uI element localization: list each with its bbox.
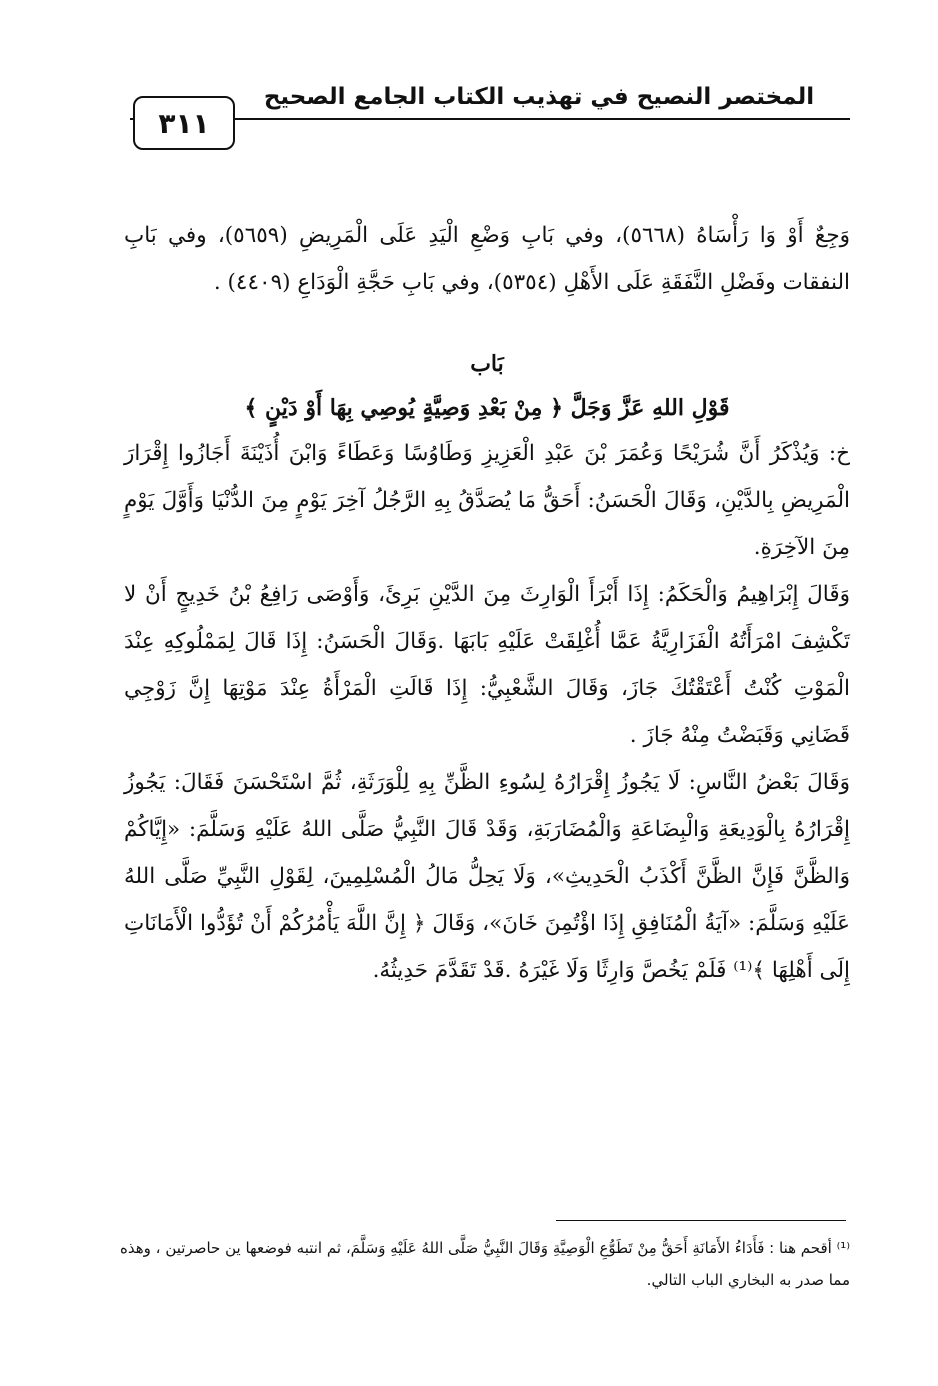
footnote: ⁽¹⁾ أقحم هنا : فَأَدَاءُ الأَمَانَةِ أَحَقُّ مِنْ تَطَوُّعِ الْوَصِيَّةِ وَقَالَ النَّبِيُّ صَلَّى اللهُ عَلَيْهِ وَسَلَّمَ، ثم انتبه فوضعها ين حاصرتين ، وهذه مما صدر به البخاري الباب التالي. xyxy=(120,1239,850,1289)
body-paragraph: وَقَالَ بَعْضُ النَّاسِ: لَا يَجُوزُ إِقْرَارُهُ لِسُوءِ الظَّنِّ بِهِ لِلْوَرَثَةِ، ثُمَّ اسْتَحْسَنَ فَقَالَ: يَجُوزُ إِقْرَارُهُ بِالْوَدِيعَةِ وَالْبِضَاعَةِ وَالْمُضَارَبَةِ، وَقَدْ قَالَ النَّبِيُّ صَلَّى اللهُ عَلَيْهِ وَسَلَّمَ: «إِيَّاكُمْ وَالظَّنَّ فَإِنَّ الظَّنَّ أَكْذَبُ الْحَدِيثِ»، وَلَا يَحِلُّ مَالُ الْمُسْلِمِينَ، لِقَوْلِ النَّبِيِّ صَلَّى اللهُ عَلَيْهِ وَسَلَّمَ: «آيَةُ الْمُنَافِقِ إِذَا اؤْتُمِنَ خَانَ»، وَقَالَ ﴿ إِنَّ اللَّهَ يَأْمُرُكُمْ أَنْ تُؤَدُّوا الْأَمَانَاتِ إِلَى أَهْلِهَا ﴾⁽¹⁾ فَلَمْ يَخُصَّ وَارِثًا وَلَا غَيْرَهُ .قَدْ تَقَدَّمَ حَدِيثُهُ. xyxy=(124,770,850,983)
header-rule xyxy=(130,118,850,120)
intro-paragraph: وَجِعٌ أَوْ وَا رَأْسَاهُ (٥٦٦٨)، وفي بَابِ وَضْعِ الْيَدِ عَلَى الْمَرِيضِ (٥٦٥٩)، وفي بَابِ النفقات وفَضْلِ النَّفَقَةِ عَلَى الأَهْلِ (٥٣٥٤)، وفي بَابِ حَجَّةِ الْوَدَاعِ (٤٤٠٩) . xyxy=(124,223,850,295)
page-number-box xyxy=(133,96,235,150)
chapter-heading: قَوْلِ اللهِ عَزَّ وَجَلَّ ﴿ مِنْ بَعْدِ وَصِيَّةٍ يُوصِي بِهَا أَوْ دَيْنٍ ﴾ xyxy=(244,395,730,421)
footnote-rule xyxy=(556,1220,846,1221)
body-paragraph: وَقَالَ إِبْرَاهِيمُ وَالْحَكَمُ: إِذَا أَبْرَأَ الْوَارِثَ مِنَ الدَّيْنِ بَرِئَ، وَأَوْصَى رَافِعُ بْنُ خَدِيجٍ أَنْ لا تَكْشِفَ امْرَأَتُهُ الْفَزَارِيَّةُ عَمَّا أُغْلِقَتْ عَلَيْهِ بَابَهَا .وَقَالَ الْحَسَنُ: إِذَا قَالَ لِمَمْلُوكِهِ عِنْدَ الْمَوْتِ كُنْتُ أَعْتَقْتُكَ جَازَ، وَقَالَ الشَّعْبِيُّ: إِذَا قَالَتِ الْمَرْأَةُ عِنْدَ مَوْتِهَا إِنَّ زَوْجِي قَضَانِي وَقَبَضْتُ مِنْهُ جَازَ . xyxy=(124,582,850,748)
bab-label: بَاب xyxy=(470,351,504,377)
main-text xyxy=(124,212,850,994)
running-title: المختصر النصيح في تهذيب الكتاب الجامع الصحيح xyxy=(263,84,815,110)
body-paragraph: خ: وَيُذْكَرُ أَنَّ شُرَيْحًا وَعُمَرَ بْنَ عَبْدِ الْعَزِيزِ وَطَاوُسًا وَعَطَاءً وَابْنَ أُذَيْنَةَ أَجَازُوا إِقْرَارَ الْمَرِيضِ بِالدَّيْنِ، وَقَالَ الْحَسَنُ: أَحَقُّ مَا يُصَدَّقُ بِهِ الرَّجُلُ آخِرَ يَوْمٍ مِنَ الدُّنْيَا وَأَوَّلَ يَوْمٍ مِنَ الآخِرَةِ. xyxy=(124,441,850,560)
page-number: ٣١١ xyxy=(158,106,210,140)
